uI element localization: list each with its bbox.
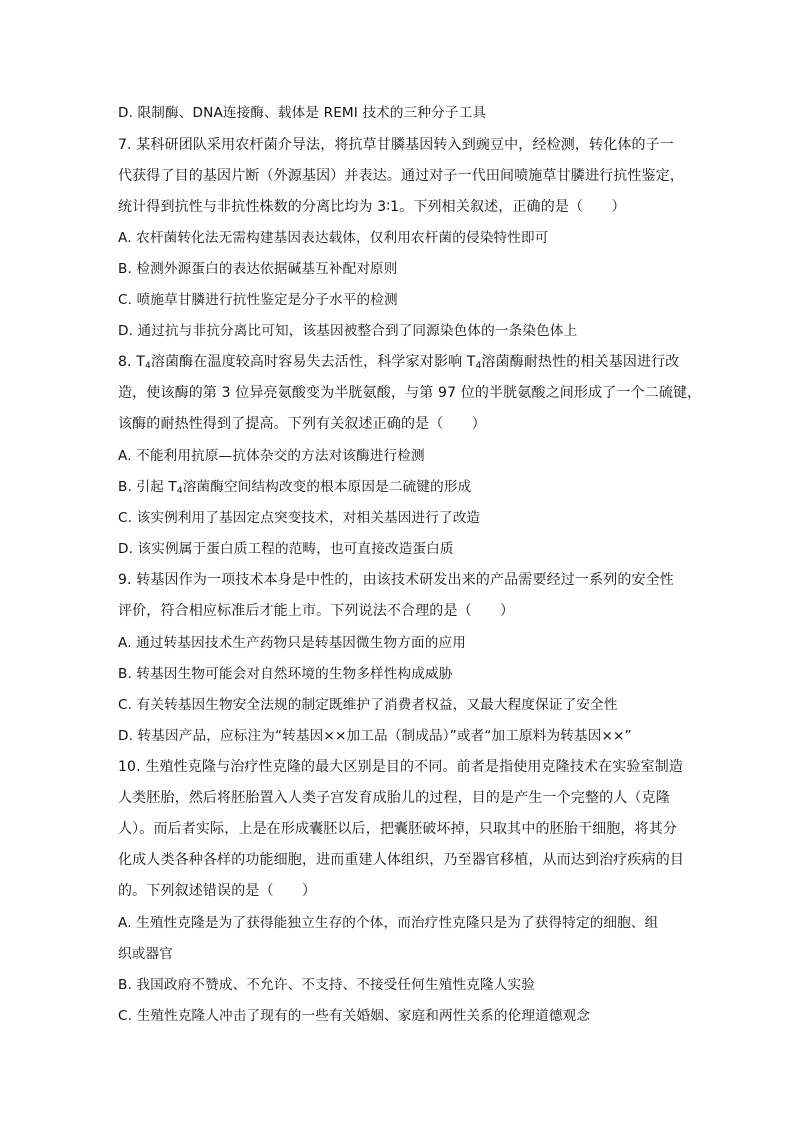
q8-line1-pre: 8. T [118,354,145,370]
q10-option-b: B. 我国政府不赞成、不允许、不支持、不接受任何生殖性克隆人实验 [118,977,535,993]
q8-line1-mid: 溶菌酶在温度较高时容易失去活性，科学家对影响 T [150,354,476,370]
q10-option-c: C. 生殖性克隆人冲击了现有的一些有关婚姻、家庭和两性关系的伦理道德观念 [118,1008,591,1024]
q8-line1-post: 溶菌酶耐热性的相关基因进行改 [481,354,680,370]
q8-option-a: A. 不能利用抗原—抗体杂交的方法对该酶进行检测 [118,448,425,464]
q8-line1-subscript-2: 4 [475,361,482,371]
q7-option-b: B. 检测外源蛋白的表达依据碱基互补配对原则 [118,261,398,277]
q7-stem-line-3: 统计得到抗性与非抗性株数的分离比均为 3∶1。下列相关叙述，正确的是（ ） [118,199,626,215]
q9-option-d: D. 转基因产品，应标注为“转基因××加工品（制成品）”或者“加工原料为转基因××” [118,728,632,744]
q10-stem-line-5: 的。下列叙述错误的是（ ） [118,883,317,899]
q8-optb-subscript: 4 [176,486,183,496]
q8-option-d: D. 该实例属于蛋白质工程的范畴，也可直接改造蛋白质 [118,541,454,557]
q8-stem-line-1 [118,352,688,372]
q8-stem-line-2: 造，使该酶的第 3 位异亮氨酸变为半胱氨酸，与第 97 位的半胱氨酸之间形成了一个二硫键， [118,385,702,401]
q8-option-b [118,477,688,497]
q8-optb-post: 溶菌酶空间结构改变的根本原因是二硫键的形成 [182,479,472,495]
q8-optb-pre: B. 引起 T [118,479,177,495]
q7-stem-line-2: 代获得了目的基因片断（外源基因）并表达。通过对子一代田间喷施草甘膦进行抗性鉴定， [118,168,684,184]
q7-option-c: C. 喷施草甘膦进行抗性鉴定是分子水平的检测 [118,292,398,308]
q10-stem-line-4: 化成人类各种各样的功能细胞，进而重建人体组织，乃至器官移植，从而达到治疗疾病的目 [118,852,684,868]
q7-option-a: A. 农杆菌转化法无需构建基因表达载体，仅利用农杆菌的侵染特性即可 [118,230,549,246]
q9-option-b: B. 转基因生物可能会对自然环境的生物多样性构成威胁 [118,666,453,682]
q10-stem-line-3: 人）。而后者实际，上是在形成囊胚以后，把囊胚破坏掉，只取其中的胚胎干细胞，将其分 [118,821,677,837]
q7-option-d: D. 通过抗与非抗分离比可知，该基因被整合到了同源染色体的一条染色体上 [118,323,578,339]
q10-stem-line-1: 10. 生殖性克隆与治疗性克隆的最大区别是目的不同。前者是指使用克隆技术在实验室制造 [118,759,684,775]
q9-stem-line-2: 评价，符合相应标准后才能上市。下列说法不合理的是（ ） [118,603,515,619]
q10-option-a-line-2: 织或器官 [118,946,173,962]
q9-option-a: A. 通过转基因技术生产药物只是转基因微生物方面的应用 [118,635,467,651]
q9-stem-line-1: 9. 转基因作为一项技术本身是中性的，由该技术研发出来的产品需要经过一系列的安全性 [118,572,674,588]
q7-stem-line-1: 7. 某科研团队采用农杆菌介导法，将抗草甘膦基因转入到豌豆中，经检测，转化体的子一 [118,137,674,153]
q8-option-c: C. 该实例利用了基因定点突变技术，对相关基因进行了改造 [118,510,481,526]
q10-stem-line-2: 人类胚胎，然后将胚胎置入人类子宫发育成胎儿的过程，目的是产生一个完整的人（克隆 [118,790,670,806]
q9-option-c: C. 有关转基因生物安全法规的制定既维护了消费者权益，又最大程度保证了安全性 [118,697,618,713]
q10-option-a-line-1: A. 生殖性克隆是为了获得能独立生存的个体，而治疗性克隆只是为了获得特定的细胞、组 [118,915,659,931]
q8-line1-subscript: 4 [144,361,151,371]
q8-stem-line-3: 该酶的耐热性得到了提高。下列有关叙述正确的是（ ） [118,416,486,432]
q6-option-d: D. 限制酶、DNA连接酶、载体是 REMI 技术的三种分子工具 [118,105,487,121]
